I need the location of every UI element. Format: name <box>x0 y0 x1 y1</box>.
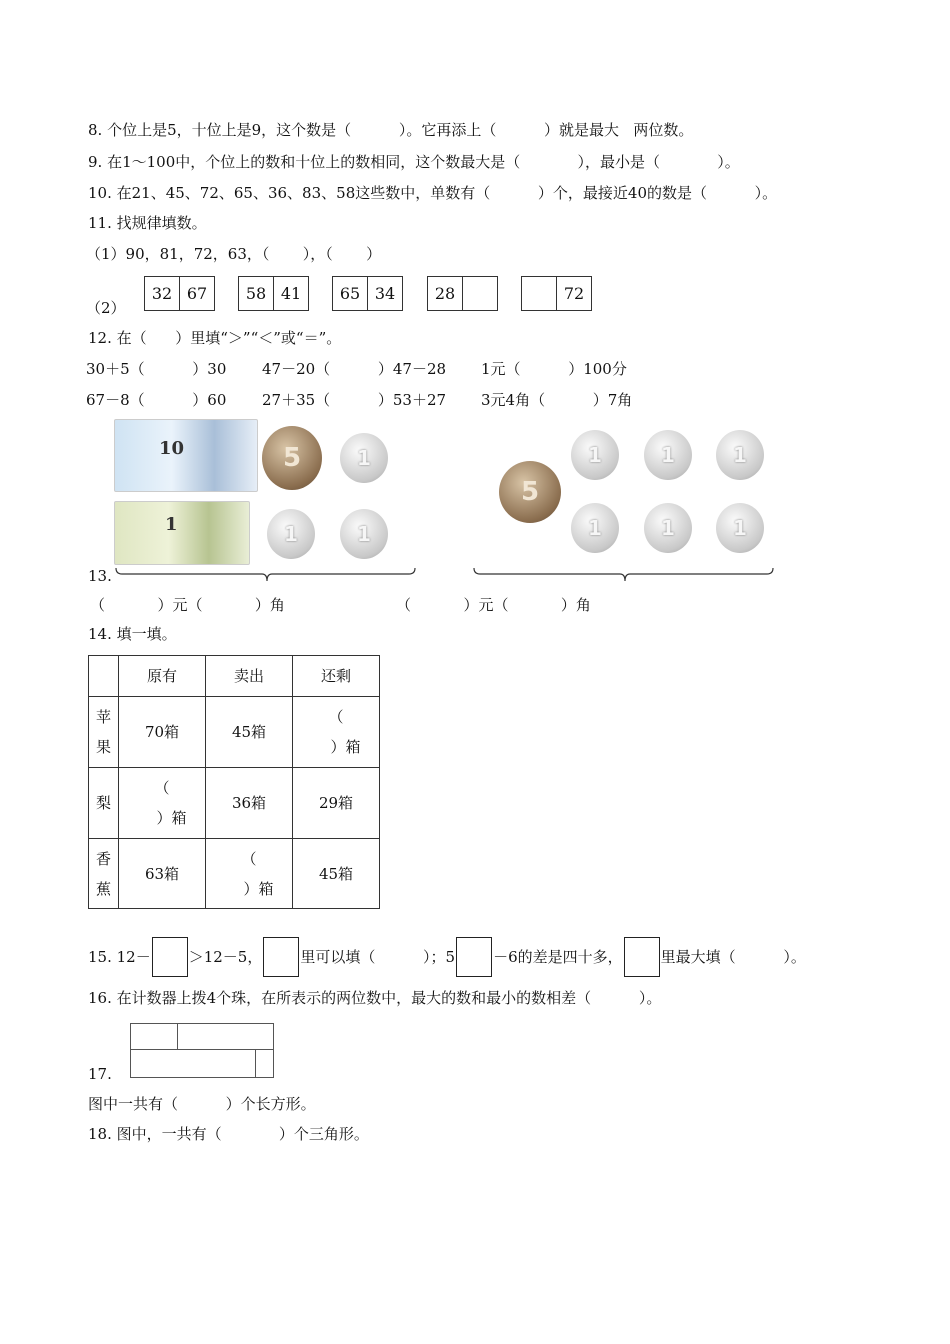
blank-box <box>152 937 188 977</box>
blank-box <box>624 937 660 977</box>
question-8: 8. 个位上是5，十位上是9，这个数是（ ）。它再添上（ ）就是最大 两位数。 <box>88 121 694 139</box>
number-pair-box: 65 34 <box>332 276 403 311</box>
table-row: 苹 果 70箱 45箱 （ ）箱 <box>89 697 380 768</box>
one-jiao-coin: 1 <box>571 430 619 480</box>
question-17-label: 17. <box>88 1065 112 1083</box>
question-14-title: 14. 填一填。 <box>88 625 177 643</box>
one-yuan-banknote: 1 <box>114 501 250 565</box>
question-17-text: 图中一共有（ ）个长方形。 <box>88 1095 316 1113</box>
one-jiao-coin: 1 <box>571 503 619 553</box>
number-pair-box: 58 41 <box>238 276 309 311</box>
one-jiao-coin: 1 <box>644 503 692 553</box>
five-jiao-coin: 5 <box>499 461 561 523</box>
blank-box <box>263 937 299 977</box>
brace-icon <box>116 568 415 581</box>
brace-icon <box>474 568 773 581</box>
answer-left: （ ）元（ ）角 <box>90 596 285 614</box>
table-row: 香 蕉 63箱 （ ）箱 45箱 <box>89 839 380 909</box>
compare-item: 3元4角（ ）7角 <box>481 391 633 409</box>
one-jiao-coin: 1 <box>644 430 692 480</box>
blank-box <box>456 937 492 977</box>
answer-right: （ ）元（ ）角 <box>396 596 591 614</box>
number-pair-box: 28 <box>427 276 498 311</box>
one-jiao-coin: 1 <box>267 509 315 559</box>
compare-item: 47－20（ ）47－28 <box>262 360 447 378</box>
question-10: 10. 在21、45、72、65、36、83、58这些数中，单数有（ ）个，最接近40的数是（ ）。 <box>88 184 778 202</box>
table-row: 梨 （ ）箱 36箱 29箱 <box>89 768 380 839</box>
one-jiao-coin: 1 <box>340 433 388 483</box>
one-jiao-coin: 1 <box>340 509 388 559</box>
five-jiao-coin: 5 <box>262 426 322 490</box>
question-11-title: 11. 找规律填数。 <box>88 214 207 232</box>
compare-item: 67－8（ ）60 <box>86 391 227 409</box>
rectangle-figure <box>130 1023 274 1078</box>
question-11-part1: （1）90，81，72，63，（ ），（ ） <box>86 245 382 263</box>
question-16: 16. 在计数器上拨4个珠，在所表示的两位数中，最大的数和最小的数相差（ ）。 <box>88 989 662 1007</box>
question-11-part2-label: （2） <box>86 299 126 317</box>
ten-yuan-banknote: 10 <box>114 419 258 492</box>
question-9: 9. 在1～100中，个位上的数和十位上的数相同，这个数最大是（ ），最小是（ ）。 <box>88 153 740 171</box>
fruit-table: 原有 卖出 还剩 苹 果 70箱 45箱 （ ）箱 梨 （ ）箱 36箱 29箱 香 蕉 63箱 （ ）箱 45箱 <box>88 655 380 909</box>
question-12-title: 12. 在（ ）里填“＞”“＜”或“＝”。 <box>88 329 342 347</box>
compare-item: 30＋5（ ）30 <box>86 360 227 378</box>
question-13-label: 13. <box>88 567 112 585</box>
one-jiao-coin: 1 <box>716 503 764 553</box>
compare-item: 1元（ ）100分 <box>481 360 627 378</box>
question-15: 15. 12－ ＞12－5， 里可以填（ ）；5 －6的差是四十多， 里最大填（ ）。 <box>88 937 806 977</box>
number-pair-box: 72 <box>521 276 592 311</box>
one-jiao-coin: 1 <box>716 430 764 480</box>
compare-item: 27＋35（ ）53＋27 <box>262 391 447 409</box>
question-18: 18. 图中，一共有（ ）个三角形。 <box>88 1125 369 1143</box>
number-pair-box: 32 67 <box>144 276 215 311</box>
brace-icons <box>0 0 950 600</box>
